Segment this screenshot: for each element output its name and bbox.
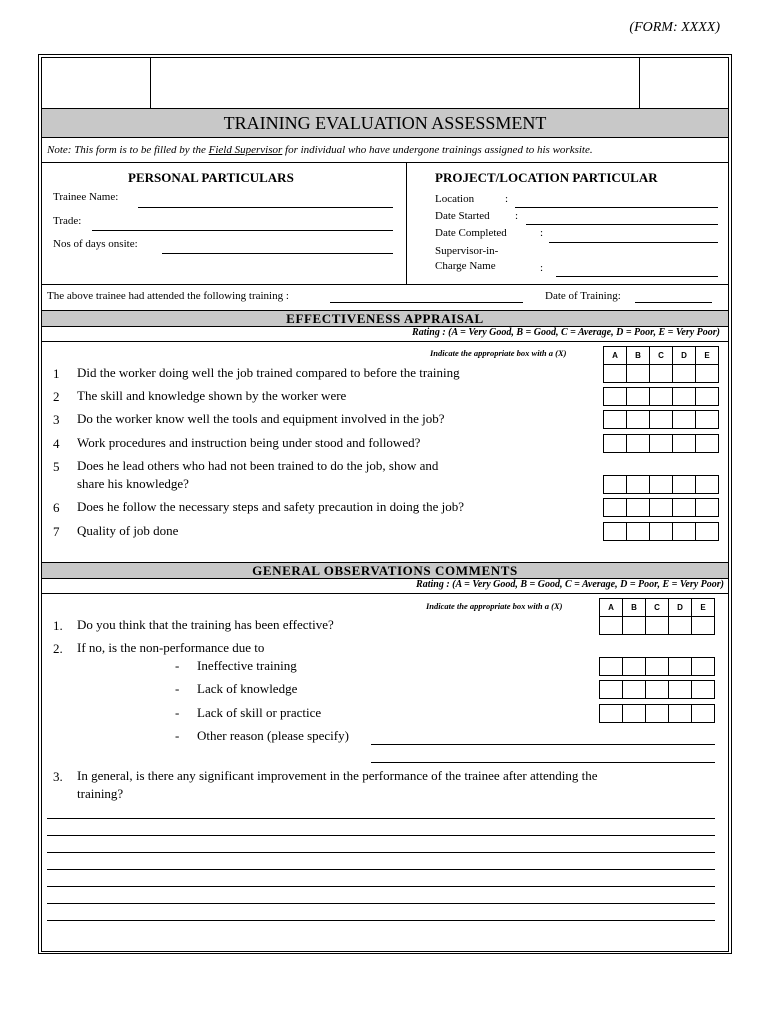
other-reason-field[interactable] bbox=[371, 744, 715, 745]
question-number: 7 bbox=[53, 524, 60, 539]
question-text: The skill and knowledge shown by the worker were bbox=[77, 388, 347, 403]
date-started-field[interactable] bbox=[526, 224, 718, 225]
col-a: A bbox=[600, 599, 623, 617]
observations-rating bbox=[416, 579, 724, 590]
col-c: C bbox=[646, 599, 669, 617]
reason-text: Ineffective training bbox=[197, 658, 297, 673]
col-e: E bbox=[692, 599, 715, 617]
divider bbox=[41, 341, 729, 342]
rating-scale: (A = Very Good, B = Good, C = Average, D = Poor, E = Very Poor) bbox=[452, 579, 724, 590]
rating-box[interactable] bbox=[604, 435, 627, 453]
date-completed-colon: : bbox=[540, 227, 544, 239]
divider bbox=[41, 284, 729, 285]
rating-row bbox=[603, 410, 719, 429]
question-text: In general, is there any significant improvement in the performance of the trainee after attending the bbox=[77, 768, 598, 783]
rating-box[interactable] bbox=[650, 388, 673, 406]
question-text: Did the worker doing well the job trained compared to before the training bbox=[77, 365, 460, 380]
reason-text: Lack of skill or practice bbox=[197, 705, 322, 720]
col-a: A bbox=[604, 347, 627, 365]
rating-box[interactable] bbox=[600, 617, 623, 635]
trainee-name-label: Trainee Name: bbox=[53, 191, 119, 203]
trade-label: Trade: bbox=[53, 215, 82, 227]
rating-box[interactable] bbox=[604, 388, 627, 406]
col-c: C bbox=[650, 347, 673, 365]
rating-box[interactable] bbox=[650, 365, 673, 383]
rating-row bbox=[599, 616, 715, 635]
rating-box[interactable] bbox=[673, 523, 696, 541]
rating-box[interactable] bbox=[669, 658, 692, 676]
rating-box[interactable] bbox=[623, 617, 646, 635]
rating-box[interactable] bbox=[696, 411, 719, 429]
rating-box[interactable] bbox=[623, 681, 646, 699]
question-number: 4 bbox=[53, 436, 60, 451]
rating-box[interactable] bbox=[696, 388, 719, 406]
rating-box[interactable] bbox=[650, 523, 673, 541]
question-number: 6 bbox=[53, 500, 60, 515]
rating-box[interactable] bbox=[600, 681, 623, 699]
effectiveness-heading: EFFECTIVENESS APPRAISAL bbox=[286, 310, 484, 326]
date-completed-field[interactable] bbox=[549, 242, 718, 243]
header-company-cell bbox=[150, 57, 640, 109]
col-d: D bbox=[673, 347, 696, 365]
reason-dash: - bbox=[175, 728, 180, 743]
question-text-cont: training? bbox=[77, 786, 124, 801]
rating-row bbox=[603, 387, 719, 406]
rating-row bbox=[603, 364, 719, 383]
trainee-name-field[interactable] bbox=[138, 207, 393, 208]
form-note bbox=[47, 144, 593, 156]
charge-name-label: Charge Name bbox=[435, 260, 496, 272]
attended-text: The above trainee had attended the following training : bbox=[47, 290, 289, 302]
location-label: Location bbox=[435, 193, 475, 205]
reason-dash: - bbox=[175, 658, 180, 673]
divider bbox=[41, 162, 729, 163]
rating-row bbox=[603, 475, 719, 494]
rating-box[interactable] bbox=[646, 658, 669, 676]
rating-box[interactable] bbox=[646, 705, 669, 723]
days-onsite-label: Nos of days onsite: bbox=[53, 238, 138, 250]
col-e: E bbox=[696, 347, 719, 365]
rating-box[interactable] bbox=[604, 523, 627, 541]
rating-box[interactable] bbox=[692, 617, 715, 635]
rating-row bbox=[599, 704, 715, 723]
rating-box[interactable] bbox=[604, 476, 627, 494]
divider bbox=[41, 593, 729, 594]
rating-box[interactable] bbox=[673, 365, 696, 383]
effectiveness-rating bbox=[412, 327, 720, 338]
observations-indicate: Indicate the appropriate box with a (X) bbox=[426, 601, 563, 611]
page-title: TRAINING EVALUATION ASSESSMENT bbox=[223, 112, 547, 133]
rating-box[interactable] bbox=[692, 705, 715, 723]
header-ref-cell bbox=[639, 57, 729, 109]
rating-label: Rating : bbox=[412, 327, 446, 338]
answer-line[interactable] bbox=[47, 869, 715, 870]
observations-grid-header bbox=[599, 598, 715, 617]
rating-box[interactable] bbox=[623, 658, 646, 676]
date-of-training-field[interactable] bbox=[635, 302, 712, 303]
note-suffix: for individual who have undergone trainings assigned to his worksite. bbox=[282, 144, 593, 156]
observations-heading: GENERAL OBSERVATIONS COMMENTS bbox=[252, 562, 518, 578]
rating-box[interactable] bbox=[650, 499, 673, 517]
answer-line[interactable] bbox=[47, 886, 715, 887]
rating-box[interactable] bbox=[604, 365, 627, 383]
project-heading: PROJECT/LOCATION PARTICULAR bbox=[435, 170, 658, 185]
rating-box[interactable] bbox=[627, 411, 650, 429]
rating-box[interactable] bbox=[604, 411, 627, 429]
question-number: 3. bbox=[53, 769, 63, 784]
rating-box[interactable] bbox=[673, 476, 696, 494]
rating-box[interactable] bbox=[692, 681, 715, 699]
note-prefix: Note: This form is to be filled by the bbox=[47, 144, 209, 156]
rating-box[interactable] bbox=[669, 705, 692, 723]
question-text: Do you think that the training has been effective? bbox=[77, 617, 334, 632]
rating-row bbox=[603, 434, 719, 453]
date-of-training-label: Date of Training: bbox=[545, 290, 621, 302]
rating-row bbox=[599, 657, 715, 676]
effectiveness-bar bbox=[41, 310, 729, 327]
other-reason-field-2[interactable] bbox=[371, 762, 715, 763]
reason-dash: - bbox=[175, 681, 180, 696]
rating-box[interactable] bbox=[627, 523, 650, 541]
question-text: Quality of job done bbox=[77, 523, 179, 538]
reason-dash: - bbox=[175, 705, 180, 720]
note-emphasis: Field Supervisor bbox=[208, 144, 283, 156]
question-text: Does he lead others who had not been trained to do the job, show and bbox=[77, 458, 439, 473]
form-code: (FORM: XXXX) bbox=[629, 20, 720, 35]
training-name-field[interactable] bbox=[330, 302, 523, 303]
rating-row bbox=[603, 498, 719, 517]
question-text: Work procedures and instruction being under stood and followed? bbox=[77, 435, 421, 450]
effectiveness-grid-header bbox=[603, 346, 719, 365]
question-text: Does he follow the necessary steps and safety precaution in doing the job? bbox=[77, 499, 464, 514]
question-number: 3 bbox=[53, 412, 60, 427]
days-onsite-field[interactable] bbox=[162, 253, 393, 254]
rating-box[interactable] bbox=[627, 499, 650, 517]
rating-box[interactable] bbox=[696, 523, 719, 541]
personal-heading: PERSONAL PARTICULARS bbox=[128, 170, 294, 185]
question-text: If no, is the non-performance due to bbox=[77, 640, 265, 655]
rating-box[interactable] bbox=[673, 435, 696, 453]
rating-box[interactable] bbox=[696, 499, 719, 517]
rating-box[interactable] bbox=[696, 476, 719, 494]
rating-box[interactable] bbox=[627, 435, 650, 453]
trade-field[interactable] bbox=[92, 230, 393, 231]
rating-box[interactable] bbox=[604, 499, 627, 517]
rating-box[interactable] bbox=[692, 658, 715, 676]
rating-row bbox=[603, 522, 719, 541]
question-number: 1. bbox=[53, 618, 63, 633]
rating-box[interactable] bbox=[696, 435, 719, 453]
location-colon: : bbox=[505, 193, 509, 205]
question-number: 1 bbox=[53, 366, 60, 381]
rating-box[interactable] bbox=[627, 476, 650, 494]
header-logo-cell bbox=[41, 57, 151, 109]
date-started-colon: : bbox=[515, 210, 519, 222]
observations-bar bbox=[41, 562, 729, 579]
answer-line[interactable] bbox=[47, 920, 715, 921]
rating-box[interactable] bbox=[650, 411, 673, 429]
rating-box[interactable] bbox=[627, 388, 650, 406]
rating-box[interactable] bbox=[696, 365, 719, 383]
question-number: 5 bbox=[53, 459, 60, 474]
rating-box[interactable] bbox=[623, 705, 646, 723]
answer-line[interactable] bbox=[47, 835, 715, 836]
date-completed-label: Date Completed bbox=[435, 227, 507, 239]
question-number: 2 bbox=[53, 389, 60, 404]
charge-name-colon: : bbox=[540, 262, 544, 274]
answer-line[interactable] bbox=[47, 852, 715, 853]
location-field[interactable] bbox=[515, 207, 718, 208]
rating-box[interactable] bbox=[627, 365, 650, 383]
rating-box[interactable] bbox=[673, 499, 696, 517]
question-text: Do the worker know well the tools and equipment involved in the job? bbox=[77, 411, 445, 426]
supervisor-label: Supervisor-in- bbox=[435, 245, 499, 257]
question-text-cont: share his knowledge? bbox=[77, 476, 189, 491]
col-b: B bbox=[623, 599, 646, 617]
rating-box[interactable] bbox=[650, 435, 673, 453]
rating-box[interactable] bbox=[600, 705, 623, 723]
title-bar bbox=[41, 108, 729, 138]
date-started-label: Date Started bbox=[435, 210, 490, 222]
col-b: B bbox=[627, 347, 650, 365]
question-number: 2. bbox=[53, 641, 63, 656]
rating-box[interactable] bbox=[600, 658, 623, 676]
reason-text: Other reason (please specify) bbox=[197, 728, 349, 743]
rating-box[interactable] bbox=[650, 476, 673, 494]
divider bbox=[406, 162, 407, 284]
rating-box[interactable] bbox=[646, 617, 669, 635]
col-d: D bbox=[669, 599, 692, 617]
rating-box[interactable] bbox=[673, 411, 696, 429]
rating-box[interactable] bbox=[646, 681, 669, 699]
reason-text: Lack of knowledge bbox=[197, 681, 298, 696]
rating-box[interactable] bbox=[669, 617, 692, 635]
rating-label: Rating : bbox=[416, 579, 450, 590]
answer-line[interactable] bbox=[47, 818, 715, 819]
rating-row bbox=[599, 680, 715, 699]
rating-scale: (A = Very Good, B = Good, C = Average, D = Poor, E = Very Poor) bbox=[448, 327, 720, 338]
rating-box[interactable] bbox=[673, 388, 696, 406]
effectiveness-indicate: Indicate the appropriate box with a (X) bbox=[430, 348, 567, 358]
rating-box[interactable] bbox=[669, 681, 692, 699]
charge-name-field[interactable] bbox=[556, 276, 718, 277]
answer-line[interactable] bbox=[47, 903, 715, 904]
